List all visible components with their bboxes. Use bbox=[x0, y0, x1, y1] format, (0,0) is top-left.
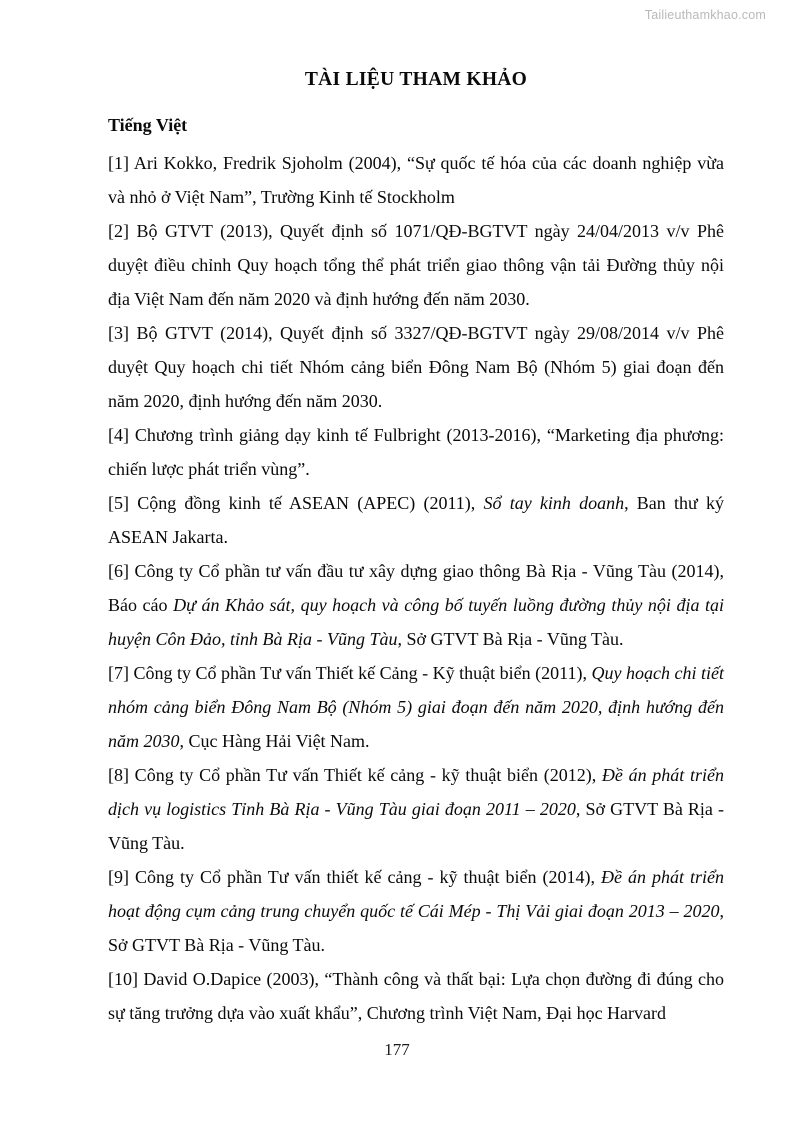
reference-text: [4] Chương trình giảng dạy kinh tế Fulbright (2013-2016), “Marketing địa phương: chiến lược phát triển vùng”. bbox=[108, 425, 724, 480]
reference-text: [7] Công ty Cổ phần Tư vấn Thiết kế Cảng - Kỹ thuật biển (2011), bbox=[108, 663, 592, 684]
reference-title-italic: Dự án Khảo sát, quy hoạch và công bố tuyến luồng đường thủy nội địa tại huyện Côn Đảo, tỉnh Bà Rịa - Vũng Tàu bbox=[108, 595, 724, 650]
reference-title-italic: Đề án phát triển hoạt động cụm cảng trung chuyển quốc tế Cái Mép - Thị Vải giai đoạn 2013 – 2020 bbox=[108, 867, 724, 922]
reference-text: [2] Bộ GTVT (2013), Quyết định số 1071/QĐ-BGTVT ngày 24/04/2013 v/v Phê duyệt điều chỉnh Quy hoạch tổng thể phát triển giao thông vận tải Đường thủy nội địa Việt Nam đến năm 2020 và định hướng đến năm 2030. bbox=[108, 221, 724, 310]
reference-text: , Cục Hàng Hải Việt Nam. bbox=[179, 731, 370, 752]
reference-entry bbox=[108, 316, 724, 418]
reference-title-italic: Sổ tay kinh doanh bbox=[483, 493, 625, 514]
reference-title-italic: Đề án phát triển dịch vụ logistics Tỉnh Bà Rịa - Vũng Tàu giai đoạn 2011 – 2020 bbox=[108, 765, 724, 820]
site-watermark: Tailieuthamkhao.com bbox=[644, 8, 766, 22]
reference-text: [8] Công ty Cổ phần Tư vấn Thiết kế cảng - kỹ thuật biển (2012), bbox=[108, 765, 602, 786]
reference-text: [6] Công ty Cổ phần tư vấn đầu tư xây dựng giao thông Bà Rịa - Vũng Tàu (2014), Báo cáo bbox=[108, 561, 724, 616]
reference-text: [3] Bộ GTVT (2014), Quyết định số 3327/QĐ-BGTVT ngày 29/08/2014 v/v Phê duyệt Quy hoạch chi tiết Nhóm cảng biển Đông Nam Bộ (Nhóm 5) giai đoạn đến năm 2020, định hướng đến năm 2030. bbox=[108, 323, 724, 412]
reference-text: [9] Công ty Cổ phần Tư vấn thiết kế cảng - kỹ thuật biển (2014), bbox=[108, 867, 601, 888]
reference-text: [5] Cộng đồng kinh tế ASEAN (APEC) (2011), bbox=[108, 493, 484, 514]
reference-entry bbox=[108, 758, 724, 860]
reference-entry bbox=[108, 962, 724, 1030]
reference-text: , Sở GTVT Bà Rịa - Vũng Tàu. bbox=[397, 629, 624, 650]
reference-entry bbox=[108, 146, 724, 214]
document-content bbox=[108, 68, 724, 1030]
reference-entry bbox=[108, 214, 724, 316]
reference-entry bbox=[108, 418, 724, 486]
reference-entry bbox=[108, 860, 724, 962]
reference-list bbox=[108, 146, 724, 1030]
section-heading-tieng-viet: Tiếng Việt bbox=[108, 115, 188, 136]
reference-text: [10] David O.Dapice (2003), “Thành công và thất bại: Lựa chọn đường đi đúng cho sự tăng trưởng dựa vào xuất khẩu”, Chương trình Việt Nam, Đại học Harvard bbox=[108, 969, 724, 1024]
page-number: 177 bbox=[384, 1040, 410, 1059]
reference-text: , Sở GTVT Bà Rịa - Vũng Tàu. bbox=[108, 799, 724, 854]
reference-entry bbox=[108, 486, 724, 554]
reference-title-italic: Quy hoạch chi tiết nhóm cảng biển Đông Nam Bộ (Nhóm 5) giai đoạn đến năm 2020, định hướng đến năm 2030 bbox=[108, 663, 724, 752]
reference-entry bbox=[108, 554, 724, 656]
reference-text: , Ban thư ký ASEAN Jakarta. bbox=[108, 493, 724, 548]
page-title: TÀI LIỆU THAM KHẢO bbox=[304, 69, 528, 90]
reference-text: , Sở GTVT Bà Rịa - Vũng Tàu. bbox=[108, 901, 724, 956]
reference-entry bbox=[108, 656, 724, 758]
reference-text: [1] Ari Kokko, Fredrik Sjoholm (2004), “Sự quốc tế hóa của các doanh nghiệp vừa và nhỏ ở Việt Nam”, Trường Kinh tế Stockholm bbox=[108, 153, 724, 208]
